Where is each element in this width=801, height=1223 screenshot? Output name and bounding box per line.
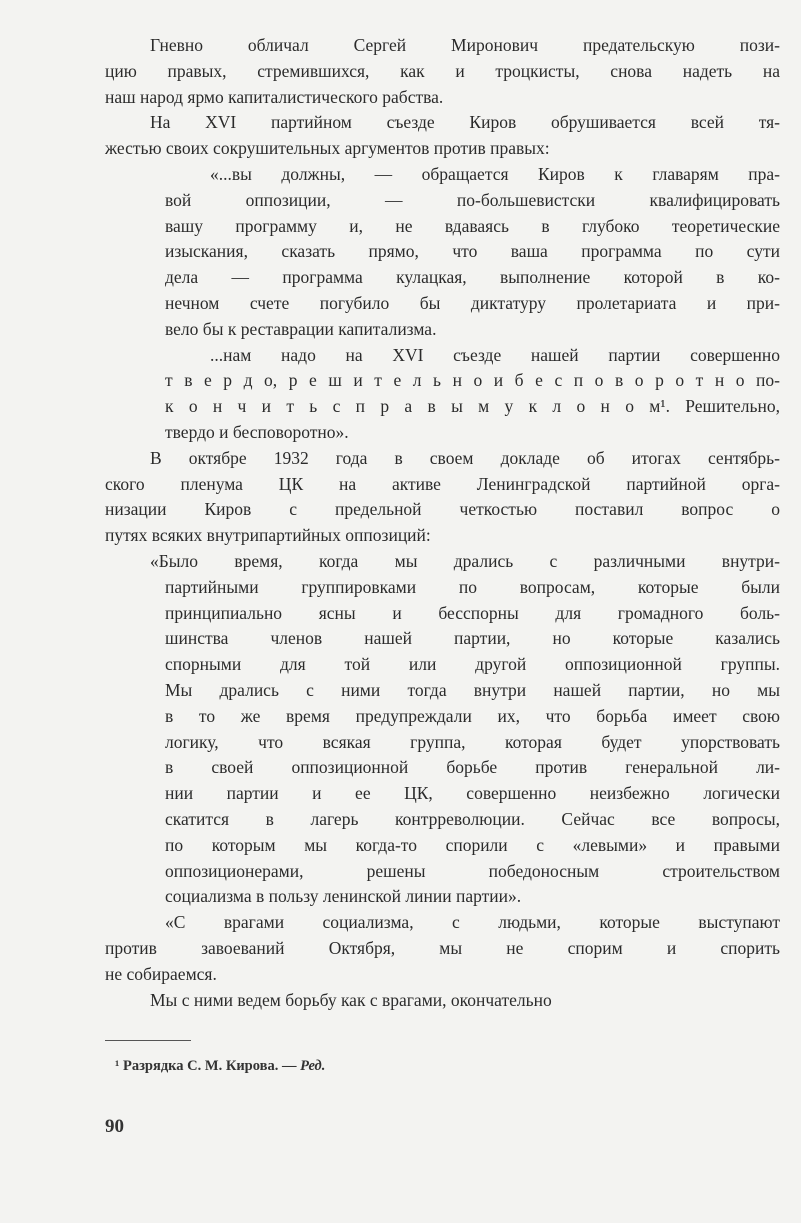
text-line: ...нам надо на XVI съезде нашей партии совершенно [210,344,780,365]
text-line: «Было время, когда мы дрались с различными внутри- [150,551,780,571]
text-line: путях всяких внутрипартийных оппозиций: [105,525,431,546]
text-line: нечном счете погубило бы диктатуру пролетариата и при- [165,293,780,313]
text-line: В октябре 1932 года в своем докладе об итогах сентябрь- [150,447,780,468]
footnote [115,1058,325,1075]
text-line: низации Киров с предельной четкостью поставил вопрос о [105,499,780,520]
text-line: скатится в лагерь контрреволюции. Сейчас все вопросы, [165,809,780,829]
text-line: по которым мы когда-то спорили с «левыми» и правыми [165,834,780,855]
text-line: в своей оппозиционной борьбе против генеральной ли- [165,757,780,778]
text-line: принципиально ясны и бесспорны для громадного боль- [165,602,780,623]
text-line: шинства членов нашей партии, но которые казались [165,628,780,649]
text-line: цию правых, стремившихся, как и троцкисты, снова надеть на [105,60,780,81]
text-line: Мы с ними ведем борьбу как с врагами, окончательно [150,989,552,1010]
text-line: изыскания, сказать прямо, что ваша программа по сути [165,241,780,262]
text-line: Гневно обличал Сергей Миронович предательскую пози- [150,35,780,55]
text-line: т в е р д о, р е ш и т е л ь н о и б е с п о в о р о т н о по- [165,370,780,391]
text-line: партийными группировками по вопросам, которые были [165,576,780,597]
text-line: в то же время предупреждали их, что борьба имеет свою [165,705,780,726]
text-line: «С врагами социализма, с людьми, которые выступают [165,912,780,933]
text-line: ского пленума ЦК на активе Ленинградской партийной орга- [105,473,780,494]
text-line: наш народ ярмо капиталистического рабства. [105,86,444,107]
text-line: против завоеваний Октября, мы не спорим и спорить [105,938,780,958]
text-line: твердо и бесповоротно». [165,422,349,442]
text-line: На XVI партийном съезде Киров обрушивается всей тя- [150,112,780,133]
text-line: жестью своих сокрушительных аргументов против правых: [105,138,550,159]
footnote-text: ¹ Разрядка С. М. Кирова. — [115,1058,297,1074]
text-line: социализма в пользу ленинской линии партии». [165,886,522,907]
text-line: «...вы должны, — обращается Киров к главарям пра- [210,164,780,184]
text-line: спорными для той или другой оппозиционной группы. [165,654,780,675]
text-line: вашу программу и, не вдаваясь в глубоко теоретические [165,215,780,236]
text-line: не собираемся. [105,963,217,984]
text-line: оппозиционерами, решены победоносным строительством [165,860,780,881]
text-line: нии партии и ее ЦК, совершенно неизбежно логически [165,783,780,804]
text-line: Мы дрались с ними тогда внутри нашей партии, но мы [165,680,780,700]
text-line: логику, что всякая группа, которая будет упорствовать [165,731,780,752]
text-line: дела — программа кулацкая, выполнение которой в ко- [165,267,780,288]
footnote-editor: Ред. [300,1058,326,1074]
text-line: вело бы к реставрации капитализма. [165,318,437,339]
text-line: к о н ч и т ь с п р а в ы м у к л о н о м¹. Решительно, [165,396,780,417]
text-line: вой оппозиции, — по-большевистски квалифицировать [165,189,780,210]
page-number: 90 [105,1116,124,1137]
footnote-divider [105,1040,191,1041]
